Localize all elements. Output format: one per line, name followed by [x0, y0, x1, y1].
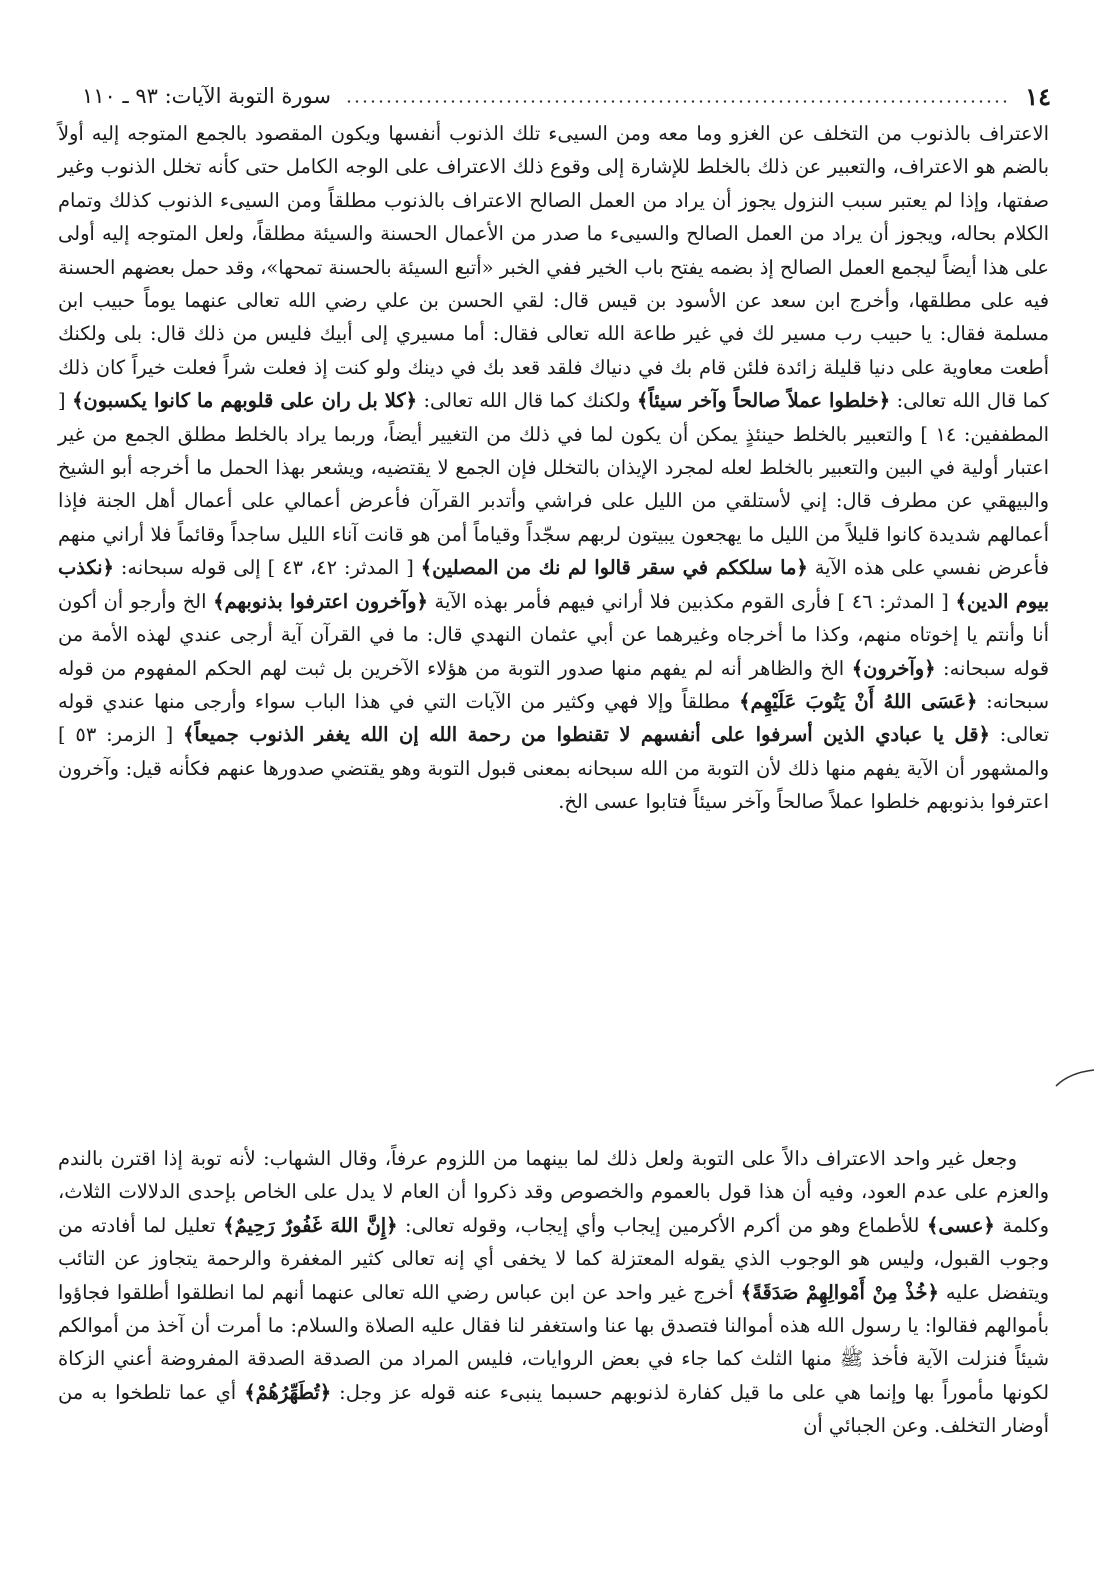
body-paragraph-2	[58, 1142, 1049, 1443]
quran-quote: ﴿تُطَهِّرُهُمْ﴾	[244, 1380, 332, 1404]
quran-quote: ﴿عسى﴾	[927, 1213, 995, 1237]
text-segment: ولكنك كما قال الله تعالى:	[423, 389, 631, 413]
text-segment: أي عما تلطخوا به من أوضار التخلف. وعن الجبائي أن	[58, 1380, 1049, 1438]
quran-quote: ﴿نكذب بيوم الدين﴾	[58, 556, 1049, 613]
text-segment: [ المدثر: ٤٢، ٤٣ ] إلى قوله سبحانه:	[120, 556, 414, 580]
quran-quote: ﴿عَسَى اللهُ أَنْ يَتُوبَ عَلَيْهِم﴾	[739, 689, 978, 713]
quran-quote: ﴿خلطوا عملاً صالحاً وآخر سيئاً﴾	[637, 389, 891, 413]
text-segment: الخ والظاهر أنه لم يفهم منها صدور التوبة من هؤلاء الآخرين بل ثبت لهم الحكم المفهوم من قوله سبحانه:	[58, 656, 1050, 713]
text-segment: الخ وأرجو أن أكون أنا وأنتم يا إخوتاه منهم، وكذا ما أخرجاه وغيرهما عن أبي عثمان النهدي قال: ما في القرآن آية أرجى عندي لهذه الأمة من قوله سبحانه:	[58, 589, 1050, 680]
quran-quote: ﴿وآخرون﴾	[851, 656, 936, 680]
running-title: سورة التوبة الآيات: ٩٣ ـ ١١٠	[82, 84, 331, 108]
text-segment: وجعل غير واحد الاعتراف دالاً على التوبة ولعل ذلك لما بينهما من اللزوم عرفاً، وقال الشهاب: لأنه توبة إذا اقترن بالندم والعزم على عدم العود، وفيه أن هذا قول بالعموم والخصوص وقد ذكروا أن العام لا يدل على الخاص بإحدى الدلالات الثلاث، وكلمة	[58, 1147, 1049, 1237]
text-segment: الاعتراف بالذنوب من التخلف عن الغزو وما معه ومن السيىء تلك الذنوب أنفسها ويكون المقصود بالجمع المتوجه إليه أولاً بالضم هو الاعتراف، والتعبير عن ذلك بالخلط للإشارة إلى وقوع ذلك الاعتراف على الوجه الكامل حتى كأنه تخلل الذنوب وغير صفتها، وإذا لم يعتبر سبب النزول يجوز أن يراد من العمل الصالح الاعتراف بالذنوب مطلقاً ومن السيىء الذنوب كذلك وتمام الكلام بحاله، ويجوز أن يراد من العمل الصالح والسيىء ما صدر من الأعمال الحسنة والسيئة مطلقاً، ولعل المتوجه إليه أولى على هذا أيضاً ليجمع العمل الصالح إذ بضمه يفتح باب الخير ففي الخبر «أتبع السيئة بالحسنة تمحها»، وقد حمل بعضهم الحسنة فيه على مطلقها، وأخرج ابن سعد عن الأسود بن قيس قال: لقي الحسن بن علي رضي الله تعالى عنهما يوماً حبيب ابن مسلمة فقال: يا حبيب رب مسير لك في غير طاعة الله تعالى فقال: أما مسيري إلى أبيك فليس من ذلك قال: بلى ولكنك أطعت معاوية على دنيا قليلة زائدة فلئن قام بك في دنياك فلقد قعد بك في دينك ولو كنت إذ فعلت شراً فعلت خيراً كان ذلك كما قال الله تعالى:	[58, 122, 1050, 413]
dotted-leader	[345, 100, 1011, 103]
quran-quote: ﴿قل يا عبادي الذين أسرفوا على أنفسهم لا تقنطوا من رحمة الله إن الله يغفر الذنوب جميعاً﴾	[183, 723, 990, 747]
text-segment: [ المدثر: ٤٦ ] فأرى القوم مكذبين فلا أراني فيهم فأمر بهذه الآية	[434, 589, 949, 613]
quran-quote: ﴿وآخرون اعترفوا بذنوبهم﴾	[213, 589, 428, 613]
quran-quote: ﴿خُذْ مِنْ أَمْوالِهِمْ صَدَقَةً﴾	[740, 1280, 939, 1304]
text-segment: [ الزمر: ٥٣ ] والمشهور أن الآية يفهم منها ذلك لأن التوبة من الله سبحانه بمعنى قبول التوبة وهو يقتضي صدورها عنهم فكأنه قيل: وآخرون اعترفوا بذنوبهم خلطوا عملاً صالحاً وآخر سيئاً فتابوا عسى الخ.	[58, 723, 1049, 814]
text-segment: مطلقاً وإلا فهي وكثير من الآيات التي في هذا الباب سواء وأرجى منها عندي قوله تعالى:	[58, 689, 1049, 747]
text-segment: أخرج غير واحد عن ابن عباس رضي الله تعالى عنهما أنهم لما انطلقوا أطلقوا فجاؤوا بأموالهم فقالوا: يا رسول الله هذه أموالنا فتصدق بها عنا واستغفر لنا فقال عليه الصلاة والسلام: ما أمرت أن آخذ من أموالكم شيئاً فنزلت الآية فأخذ ﷺ منها الثلث كما جاء في بعض الروايات، فليس المراد من الصدقة الصدقة المفروضة أعني الزكاة لكونها مأموراً بها وإنما هي على ما قيل كفارة لذنوبهم حسبما ينبىء عنه قوله عز وجل:	[58, 1280, 1049, 1404]
text-segment: للأطماع وهو من أكرم الأكرمين إيجاب وأي إيجاب، وقوله تعالى:	[405, 1213, 920, 1237]
text-segment: [ المطففين: ١٤ ] والتعبير بالخلط حينئذٍ يمكن أن يكون لما في ذلك من التغيير أيضاً، وربما يراد بالخلط مطلق الجمع من غير اعتبار أولية في البين والتعبير بالخلط لعله لمجرد الإيذان بالتخلل فإن الجمع لا يقتضيه، ويشعر بهذا الحمل ما أخرجه أبو الشيخ والبيهقي عن مطرف قال: إني لأستلقي من الليل على فراشي وأتدبر القرآن فأعرض أعمالي على أعمال أهل الجنة فإذا أعمالهم شديدة كانوا قليلاً من الليل ما يهجعون يبيتون لربهم سجّداً وقياماً أمن هو قانت آناء الليل ساجداً وقائماً فلا أراني منهم فأعرض نفسي على هذه الآية	[58, 389, 1049, 580]
quran-quote: ﴿كلا بل ران على قلوبهم ما كانوا يكسبون﴾	[72, 389, 417, 413]
text-segment: تعليل لما أفادته من وجوب القبول، وليس هو الوجوب الذي يقوله المعتزلة كما لا يخفى أي إنه تعالى كثير المغفرة والرحمة يتجاوز عن التائب ويتفضل عليه	[58, 1213, 1049, 1304]
body-paragraph-1	[58, 117, 1049, 819]
page-header	[82, 78, 1051, 114]
page-number: ١٤	[1025, 81, 1051, 111]
quran-quote: ﴿إِنَّ اللهَ غَفُورٌ رَحِيمٌ﴾	[223, 1213, 398, 1237]
quran-quote: ﴿ما سلككم في سقر قالوا لم نك من المصلين﴾	[420, 556, 808, 580]
margin-pen-mark	[1052, 1066, 1096, 1088]
